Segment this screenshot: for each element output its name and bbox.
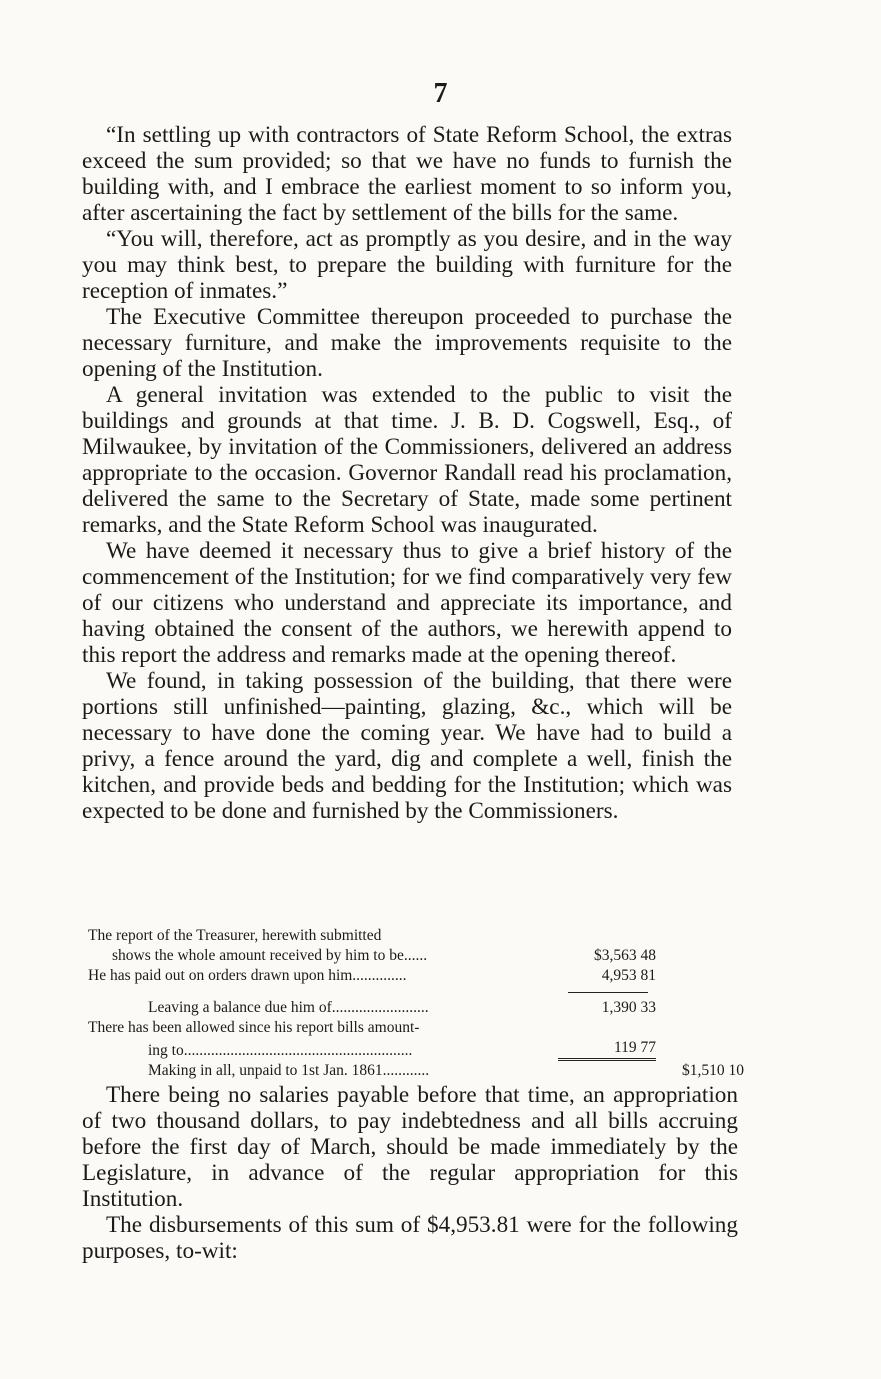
ledger-label: He has paid out on orders drawn upon him.............. [88,967,407,984]
ledger-label: shows the whole amount received by him to be...... [112,947,428,964]
ledger-row [88,926,744,946]
paragraph: We found, in taking possession of the building, that there were portions still unfinished—painting, glazing, &c., which will be necessary to have done the coming year. We have had to build a privy, a fence around the yard, dig and complete a well, finish the kitchen, and provide beds and bedding for the Institution; which was expected to be done and furnished by the Commissioners. [82,668,732,824]
ledger-amount: 4,953 81 [601,967,656,984]
ledger-row [88,1061,744,1081]
ledger-row [88,946,744,966]
ledger-label: ing to........................................................... [148,1042,413,1059]
treasurer-ledger [88,926,744,1081]
ledger-row [88,1018,744,1038]
ledger-row [88,1038,744,1061]
ledger-amount: 119 77 [558,1038,656,1061]
ledger-amount: 1,390 33 [601,999,656,1016]
ledger-amount: $3,563 48 [594,947,656,964]
ledger-label: The report of the Treasurer, herewith submitted [88,927,382,944]
ledger-row [88,998,744,1018]
body-text [82,122,732,824]
ledger-label: There has been allowed since his report bills amount- [88,1019,420,1036]
ledger-row [88,966,744,986]
ledger-label: Making in all, unpaid to 1st Jan. 1861............ [148,1062,430,1079]
body-text-continued [82,1082,738,1264]
paragraph: “In settling up with contractors of State Reform School, the extras exceed the sum provided; so that we have no funds to furnish the building with, and I embrace the earliest moment to so inform you, after ascertaining the fact by settlement of the bills for the same. [82,122,732,226]
paragraph: We have deemed it necessary thus to give a brief history of the commencement of the Institution; for we find comparatively very few of our citizens who understand and appreciate its importance, and having obtained the consent of the authors, we herewith append to this report the address and remarks made at the opening thereof. [82,538,732,668]
ledger-rule [88,986,744,998]
paragraph: There being no salaries payable before that time, an appropriation of two thousand dollars, to pay indebtedness and all bills accruing before the first day of March, should be made immediately by the Legislature, in advance of the regular appropriation for this Institution. [82,1082,738,1212]
ledger-label: Leaving a balance due him of......................... [148,999,429,1016]
page-number: 7 [433,78,448,109]
ledger-total: $1,510 10 [682,1062,744,1079]
paragraph: The Executive Committee thereupon proceeded to purchase the necessary furniture, and make the improvements requisite to the opening of the Institution. [82,304,732,382]
paragraph: “You will, therefore, act as promptly as you desire, and in the way you may think best, to prepare the building with furniture for the reception of inmates.” [82,226,732,304]
paragraph: A general invitation was extended to the public to visit the buildings and grounds at that time. J. B. D. Cogswell, Esq., of Milwaukee, by invitation of the Commissioners, delivered an address appropriate to the occasion. Governor Randall read his proclamation, delivered the same to the Secretary of State, made some pertinent remarks, and the State Reform School was inaugurated. [82,382,732,538]
paragraph: The disbursements of this sum of $4,953.81 were for the following purposes, to-wit: [82,1212,738,1264]
